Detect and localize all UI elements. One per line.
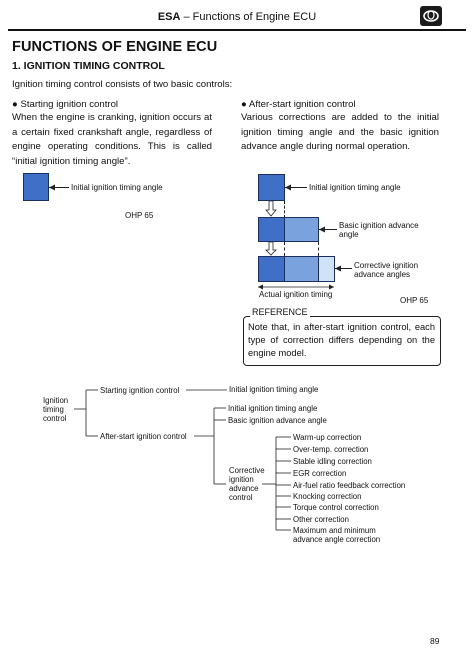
tree-corrective-line4: control (229, 493, 253, 502)
tree-starting-control: Starting ignition control (100, 386, 180, 395)
page-number: 89 (430, 636, 440, 646)
right-col-body: Various corrections are added to the initial ignition timing angle and the basic ignition advance angle during normal operation. (241, 112, 439, 153)
tree-root (43, 396, 68, 423)
label-corrective-line2: advance angles (354, 270, 411, 279)
ohp-ref-left: OHP 65 (125, 211, 154, 220)
reference-text: Note that, in after-start ignition control, each type of correction differs depending on the engine model. (248, 322, 435, 359)
label-initial-timing: Initial ignition timing angle (309, 183, 401, 192)
left-col-heading: ● Starting ignition control (12, 99, 119, 110)
section-title: 1. IGNITION TIMING CONTROL (12, 60, 165, 72)
tree-after-start-control: After-start ignition control (100, 432, 187, 441)
correction-item: Torque control correction (293, 503, 379, 512)
label-basic-line1: Basic ignition advance (339, 221, 419, 230)
label-actual-timing: Actual ignition timing (259, 290, 333, 299)
tree-root-line2: timing (43, 405, 64, 414)
correction-item-line1: Maximum and minimum (293, 526, 376, 535)
tree-corrective-line1: Corrective (229, 466, 265, 475)
tree-corrective-line3: advance (229, 484, 259, 493)
correction-item-last (293, 526, 380, 544)
right-col-heading: ● After-start ignition control (241, 99, 356, 110)
intro-text: Ignition timing control consists of two basic controls: (12, 79, 233, 90)
correction-item: Air-fuel ratio feedback correction (293, 481, 406, 490)
label-corrective-line1: Corrective ignition (354, 261, 419, 270)
label-initial-timing: Initial ignition timing angle (71, 183, 163, 192)
tree-after-leaf-initial: Initial ignition timing angle (228, 404, 318, 413)
tree-root-line1: Ignition (43, 396, 69, 405)
header-title: – Functions of Engine ECU (180, 11, 317, 23)
correction-item: Knocking correction (293, 492, 362, 501)
header-esa: ESA (157, 11, 181, 23)
correction-item: Warm-up correction (293, 433, 362, 442)
correction-item: EGR correction (293, 469, 347, 478)
tree-starting-leaf: Initial ignition timing angle (229, 385, 319, 394)
reference-label: REFERENCE (252, 307, 308, 317)
tree-corrective-line2: ignition (229, 475, 254, 484)
page-title: FUNCTIONS OF ENGINE ECU (12, 39, 218, 55)
label-basic-line2: angle (339, 230, 359, 239)
correction-item: Over-temp. correction (293, 445, 369, 454)
tree-root-line3: control (43, 414, 67, 423)
tree-corrective-control (229, 466, 265, 502)
tree-after-leaf-basic: Basic ignition advance angle (228, 416, 327, 425)
correction-item: Other correction (293, 515, 349, 524)
ohp-ref-right: OHP 65 (400, 296, 429, 305)
correction-item-line2: advance angle correction (293, 535, 381, 544)
left-col-body: When the engine is cranking, ignition occurs at a certain fixed crankshaft angle, regardless of engine operating conditions. This is called “initial ignition timing angle”. (12, 112, 212, 167)
correction-item: Stable idling correction (293, 457, 372, 466)
